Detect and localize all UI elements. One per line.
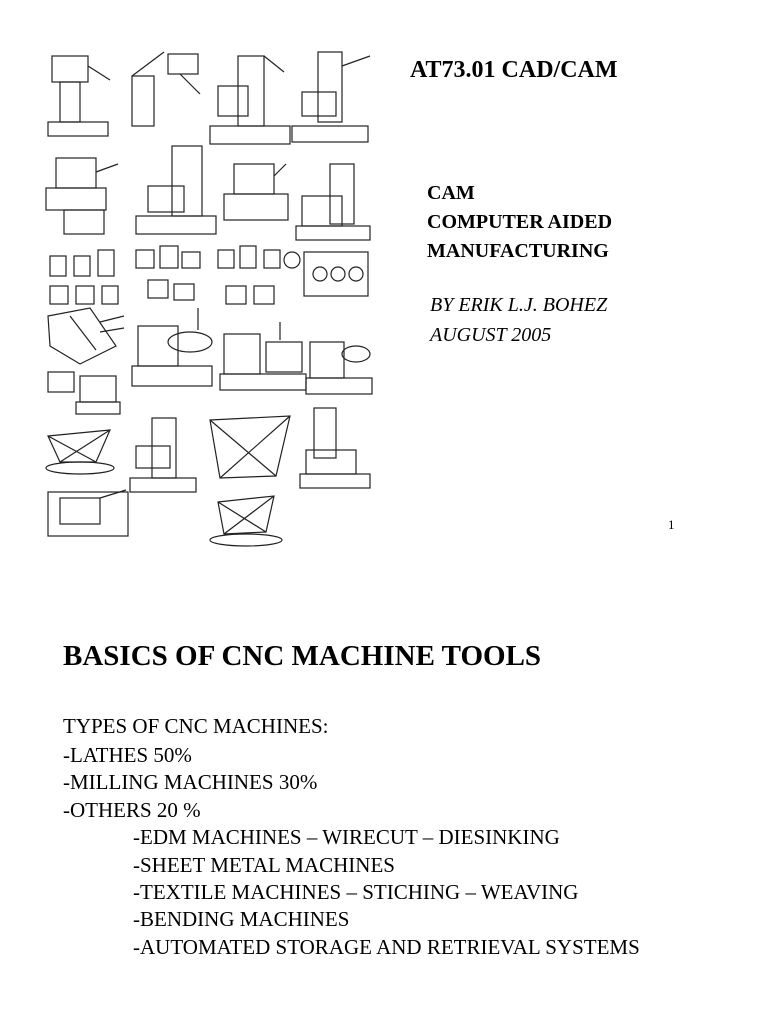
publication-date: AUGUST 2005 [430,324,552,346]
list-item: -AUTOMATED STORAGE AND RETRIEVAL SYSTEMS [133,934,640,959]
machine-drawing [136,146,216,234]
machine-drawing [296,164,370,240]
cnc-machines-illustration [40,46,380,558]
machine-drawing [304,252,368,296]
machine-drawing [50,250,118,304]
machine-drawing [224,164,288,220]
page-number: 1 [668,517,675,532]
machine-drawing [292,52,370,142]
list-item: -MILLING MACHINES 30% [63,770,318,795]
machine-drawing [300,408,370,488]
subtitle-line: MANUFACTURING [427,240,609,262]
machine-drawing [46,158,118,234]
machine-drawing [218,246,300,304]
section-title: BASICS OF CNC MACHINE TOOLS [63,640,542,672]
machine-drawing [46,430,114,474]
machine-drawing [48,56,110,136]
machine-drawing [132,52,200,126]
list-item: -SHEET METAL MACHINES [133,852,395,877]
machine-drawing [306,342,372,394]
list-item: -LATHES 50% [63,743,192,767]
subtitle [427,179,612,266]
list-item [63,797,640,959]
others-sublist [63,824,640,961]
list-item: -EDM MACHINES – WIRECUT – DIESINKING [133,825,560,850]
machine-drawing [48,308,124,364]
types-heading: TYPES OF CNC MACHINES: [63,714,329,738]
machine-drawing [210,416,290,478]
machine-drawing [48,490,128,536]
machine-drawing [210,496,282,546]
author-block [430,290,607,350]
author-name: BY ERIK L.J. BOHEZ [430,294,608,316]
machine-drawing [130,418,196,492]
subtitle-line: CAM [427,182,475,204]
subtitle-line: COMPUTER AIDED [427,211,613,233]
machine-drawing [220,322,306,390]
list-item: -TEXTILE MACHINES – STICHING – WEAVING [133,879,579,904]
course-title: AT73.01 CAD/CAM [410,57,618,83]
machine-types-list [63,742,640,959]
machine-drawing [48,372,120,414]
list-item: -BENDING MACHINES [133,907,350,932]
machine-drawing [210,56,290,144]
machine-drawing [132,308,212,386]
list-item-label: -OTHERS 20 % [63,797,201,822]
machine-drawing [136,246,200,300]
